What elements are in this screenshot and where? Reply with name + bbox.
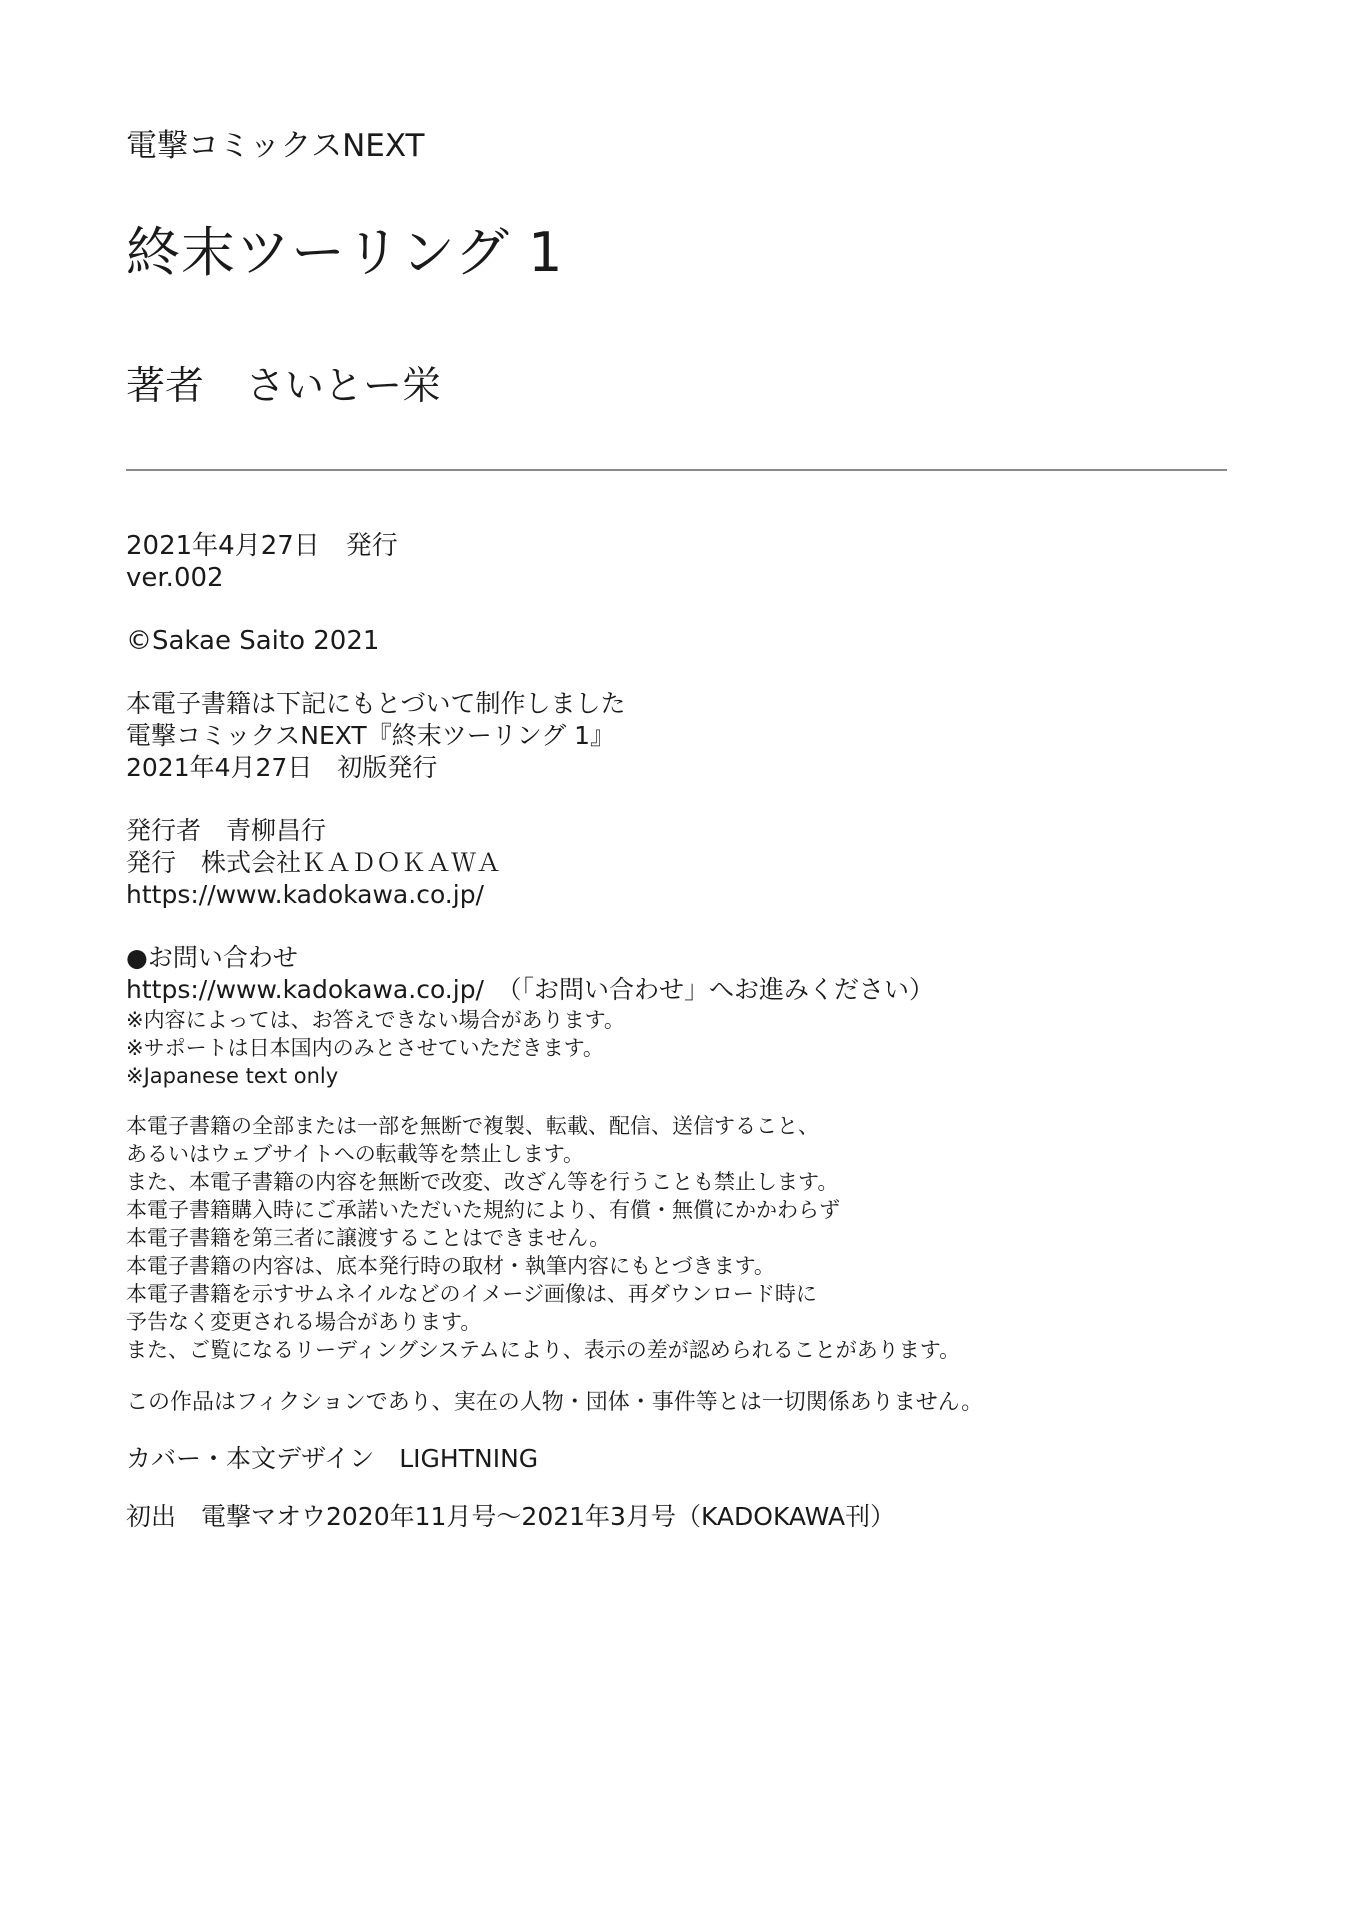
legal-line: 予告なく変更される場合があります。	[126, 1310, 482, 1334]
publisher-name: 発行者 青柳昌行	[126, 816, 327, 845]
copyright-notice: ©Sakae Saito 2021	[126, 626, 380, 656]
legal-line: また、本電子書籍の内容を無断で改変、改ざん等を行うことも禁止します。	[126, 1170, 839, 1194]
publisher-url[interactable]: https://www.kadokawa.co.jp/	[126, 880, 484, 909]
first-appearance: 初出 電撃マオウ2020年11月号～2021年3月号（KADOKAWA刊）	[126, 1502, 896, 1531]
legal-line: 本電子書籍を第三者に譲渡することはできません。	[126, 1226, 611, 1250]
divider	[126, 469, 1227, 471]
legal-line: 本電子書籍の内容は、底本発行時の取材・執筆内容にもとづきます。	[126, 1254, 775, 1278]
book-title: 終末ツーリング 1	[126, 221, 564, 284]
legal-line: あるいはウェブサイトへの転載等を禁止します。	[126, 1142, 585, 1166]
inquiry-url[interactable]: https://www.kadokawa.co.jp/ （「お問い合わせ」へお進みください）	[126, 975, 934, 1004]
author-line	[126, 362, 441, 412]
publication-date: 2021年4月27日 発行	[126, 531, 398, 561]
inquiry-note: ※Japanese text only	[126, 1064, 339, 1088]
version-label: ver.002	[126, 563, 224, 593]
legal-line: 本電子書籍購入時にご承諾いただいた規約により、有償・無償にかかわらず	[126, 1198, 840, 1222]
author-name: さいとー栄	[246, 364, 442, 409]
legal-line: また、ご覧になるリーディングシステムにより、表示の差が認められることがあります。	[126, 1338, 961, 1362]
inquiry-note: ※サポートは日本国内のみとさせていただきます。	[126, 1036, 604, 1060]
source-date: 2021年4月27日 初版発行	[126, 753, 438, 782]
author-label: 著者	[126, 364, 205, 409]
colophon-body	[126, 530, 1226, 1533]
fiction-notice: この作品はフィクションであり、実在の人物・団体・事件等とは一切関係ありません。	[126, 1390, 984, 1415]
issuer-name: 発行 株式会社ＫＡＤＯＫＡＷＡ	[126, 848, 502, 877]
source-edition: 電撃コミックスNEXT『終末ツーリング 1』	[126, 721, 616, 750]
legal-line: 本電子書籍の全部または一部を無断で複製、転載、配信、送信すること、	[126, 1114, 819, 1138]
inquiry-heading: ●お問い合わせ	[126, 943, 298, 972]
inquiry-note: ※内容によっては、お答えできない場合があります。	[126, 1008, 625, 1032]
legal-line: 本電子書籍を示すサムネイルなどのイメージ画像は、再ダウンロード時に	[126, 1282, 817, 1306]
imprint-label: 電撃コミックスNEXT	[126, 128, 425, 164]
design-credit: カバー・本文デザイン LIGHTNING	[126, 1444, 539, 1473]
source-note: 本電子書籍は下記にもとづいて制作しました	[126, 689, 626, 718]
